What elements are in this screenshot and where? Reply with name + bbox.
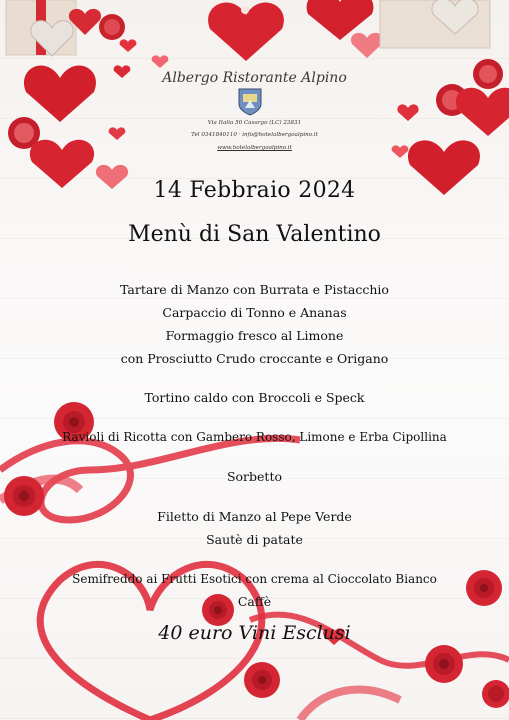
hotel-name: Albergo Ristorante Alpino [162,70,347,86]
crest-icon [238,88,262,116]
price-line: 40 euro Vini Esclusi [158,622,351,644]
menu-item: Formaggio fresco al Limone [165,328,344,343]
event-date: 14 Febbraio 2024 [153,178,356,203]
menu-item: Filetto di Manzo al Pepe Verde [157,509,352,524]
menu-item: Tortino caldo con Broccoli e Speck [144,390,365,405]
event-title: Menù di San Valentino [128,222,381,247]
menu-item: con Prosciutto Crudo croccante e Origano [120,351,389,366]
rose-icon [482,680,509,708]
rose-icon [244,662,280,698]
menu-item: Sautè di patate [206,532,303,547]
ribbon-icon [300,690,400,720]
address-line: Via Italia 50 Casargo (LC) 23831 [207,120,302,126]
menu-item: Tartare di Manzo con Burrata e Pistacchio [120,282,389,297]
menu-item: Ravioli di Ricotta con Gambero Rosso, Limone e Erba Cipollina [62,430,447,444]
menu-item: Semifreddo ai Frutti Esotici con crema al Cioccolato Bianco [72,572,437,586]
menu-item: Caffè [237,594,272,609]
rose-icon [425,645,463,683]
website-link[interactable]: www.hotelalbergoalpino.it [217,145,292,151]
contact-line: Tel 0341840110 · info@hotelalbergoalpino.it [191,132,318,138]
menu-item: Sorbetto [226,469,283,484]
menu-item: Carpaccio di Tonno e Ananas [162,305,347,320]
